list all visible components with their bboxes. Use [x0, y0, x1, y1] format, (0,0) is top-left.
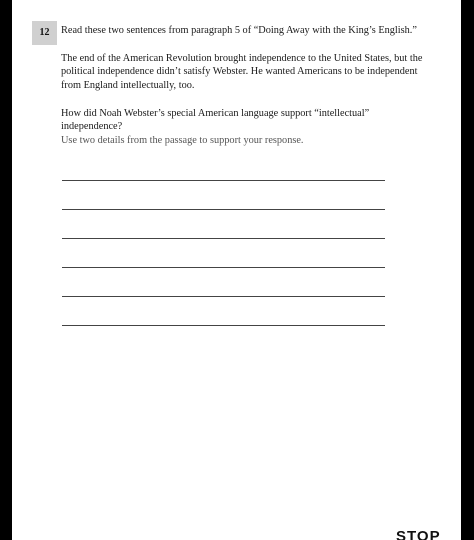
answer-line[interactable] [62, 296, 385, 297]
response-instruction: Use two details from the passage to support your response. [61, 134, 304, 146]
question-block [61, 107, 431, 147]
answer-line[interactable] [62, 180, 385, 181]
answer-line[interactable] [62, 238, 385, 239]
question-text: How did Noah Webster’s special American language support “intellectual” independence? [61, 108, 370, 133]
question-prompt: Read these two sentences from paragraph 5 of “Doing Away with the King’s English.” [61, 25, 417, 36]
answer-line[interactable] [62, 267, 385, 268]
quote-line: from England intellectually, too. [61, 79, 195, 91]
quoted-sentences [61, 52, 431, 92]
quote-line: The end of the American Revolution brought independence to the United States, but the [61, 53, 423, 64]
quote-line: political independence didn’t satisfy Webster. He wanted Americans to be independent [61, 66, 418, 78]
answer-line[interactable] [62, 209, 385, 210]
question-number-badge: 12 [32, 21, 57, 45]
test-page [12, 0, 461, 540]
stop-marker: STOP [396, 528, 441, 540]
answer-area[interactable] [62, 180, 385, 354]
answer-line[interactable] [62, 325, 385, 326]
